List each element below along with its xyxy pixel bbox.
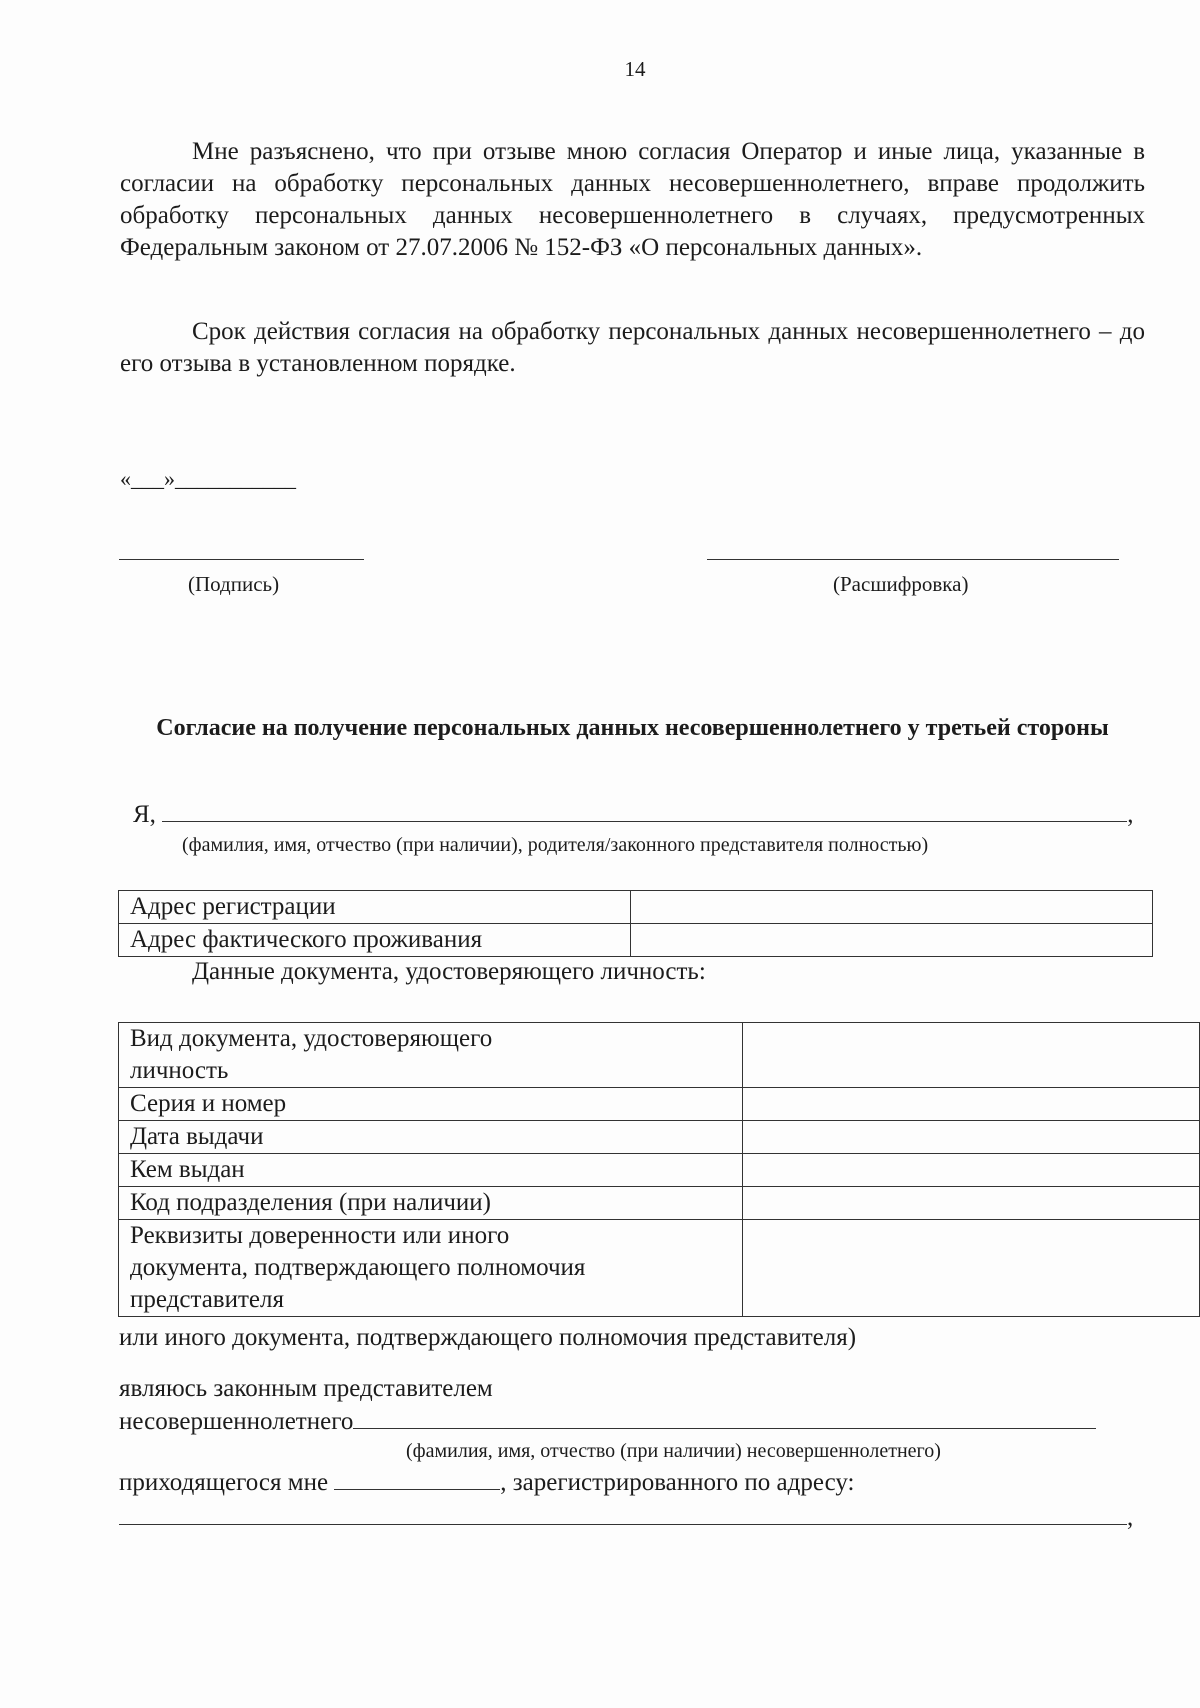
overlap-text: или иного документа, подтверждающего полномочия представителя) (119, 1324, 857, 1351)
address-table (118, 890, 1153, 957)
trailing-comma: , (1127, 801, 1134, 828)
table-row (119, 1121, 1200, 1154)
table-row (119, 1154, 1200, 1187)
consent-heading: Согласие на получение персональных данных несовершеннолетнего у третьей стороны (156, 715, 1109, 741)
decoding-caption: (Расшифровка) (833, 572, 969, 596)
legal-rep-line1: являюсь законным представителем (119, 1375, 493, 1402)
issue-date-label: Дата выдачи (119, 1121, 743, 1154)
address-row (119, 1504, 1133, 1532)
minor-address-field[interactable] (119, 1524, 1127, 1525)
document-type-field[interactable] (742, 1023, 1199, 1088)
series-number-field[interactable] (742, 1088, 1199, 1121)
table-row (119, 1023, 1200, 1088)
table-row (119, 891, 1153, 924)
address-registration-field[interactable] (631, 891, 1153, 924)
address-actual-field[interactable] (631, 924, 1153, 957)
power-of-attorney-label: Реквизиты доверенности или иного документа, подтверждающего полномочия представителя (119, 1220, 743, 1317)
address-registration-label: Адрес регистрации (119, 891, 631, 924)
address-actual-label: Адрес фактического проживания (119, 924, 631, 957)
table-row (119, 924, 1153, 957)
legal-rep-line2 (119, 1408, 1096, 1436)
document-type-label: Вид документа, удостоверяющего личность (119, 1023, 743, 1088)
revocation-paragraph (120, 136, 1145, 264)
table-row (119, 1220, 1200, 1317)
parent-name-hint: (фамилия, имя, отчество (при наличии), родителя/законного представителя полностью) (182, 834, 929, 856)
signature-line[interactable] (119, 559, 364, 560)
date-field[interactable]: «___»___________ (120, 466, 296, 491)
validity-text: Срок действия согласия на обработку персональных данных несовершеннолетнего – до его отзыва в установленном порядке. (120, 318, 1145, 377)
parent-name-row (133, 801, 1133, 829)
table-row (119, 1088, 1200, 1121)
power-of-attorney-field[interactable] (742, 1220, 1199, 1317)
id-document-heading: Данные документа, удостоверяющего личность: (192, 958, 706, 985)
relation-suffix: , зарегистрированного по адресу: (500, 1469, 855, 1496)
i-label: Я, (133, 801, 156, 828)
id-document-table (118, 1022, 1200, 1317)
parent-name-field[interactable] (162, 821, 1127, 822)
issued-by-field[interactable] (742, 1154, 1199, 1187)
legal-rep-label: несовершеннолетнего (119, 1408, 354, 1435)
relation-prefix: приходящегося мне (119, 1469, 329, 1496)
relation-field[interactable] (334, 1489, 500, 1490)
issue-date-field[interactable] (742, 1121, 1199, 1154)
trailing-comma: , (1127, 1504, 1134, 1531)
division-code-label: Код подразделения (при наличии) (119, 1187, 743, 1220)
signature-caption: (Подпись) (188, 572, 280, 596)
relation-row (119, 1469, 854, 1497)
minor-name-field[interactable] (353, 1428, 1096, 1429)
validity-paragraph (120, 316, 1145, 380)
table-row (119, 1187, 1200, 1220)
series-number-label: Серия и номер (119, 1088, 743, 1121)
revocation-text: Мне разъяснено, что при отзыве мною согласия Оператор и иные лица, указанные в согласии на обработку персональных данных несовершеннолетнего, вправе продолжить обработку персональных данных несовершеннолетнего в случаях, предусмотренных Федеральным законом от 27.07.2006 № 152-ФЗ «О персональных данных». (120, 138, 1145, 261)
decoding-line[interactable] (707, 559, 1119, 560)
page-number: 14 (624, 57, 646, 81)
division-code-field[interactable] (742, 1187, 1199, 1220)
minor-name-hint: (фамилия, имя, отчество (при наличии) несовершеннолетнего) (406, 1440, 941, 1462)
issued-by-label: Кем выдан (119, 1154, 743, 1187)
